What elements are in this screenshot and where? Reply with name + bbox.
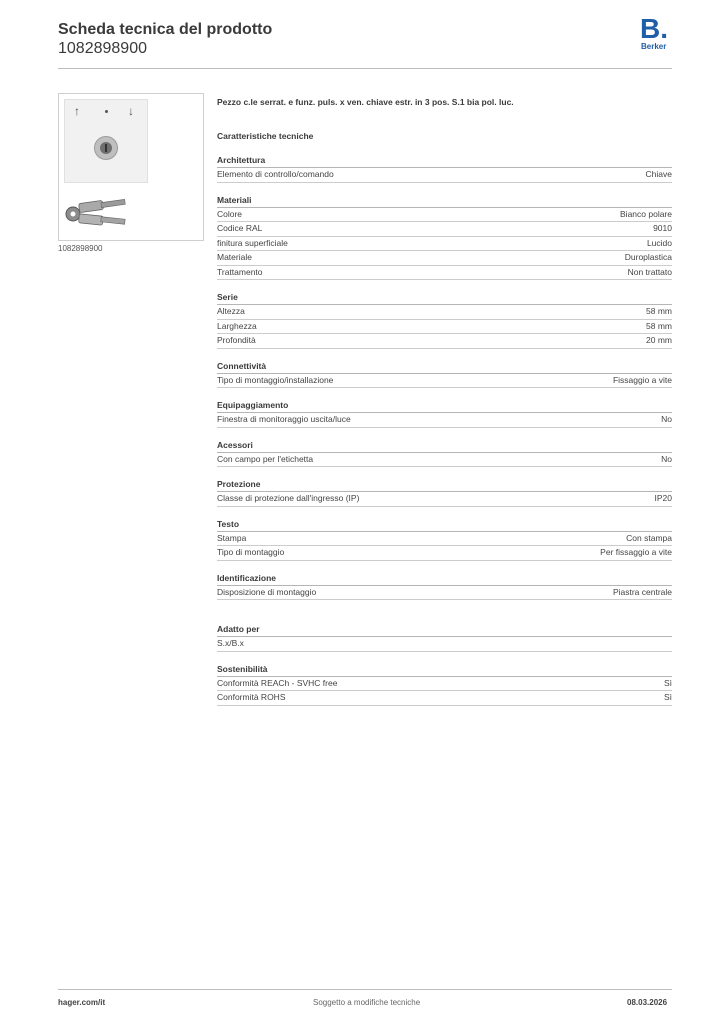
spec-row: [217, 637, 672, 652]
spec-label: Trattamento: [217, 266, 263, 277]
product-code: 1082898900: [58, 40, 147, 57]
logo-brand: Berker: [641, 42, 667, 51]
spec-row: [217, 546, 672, 561]
spec-label: Classe di protezione dall'ingresso (IP): [217, 493, 360, 503]
spec-label: Profondità: [217, 335, 256, 345]
spec-value: 58 mm: [646, 320, 672, 331]
spec-row: [217, 492, 672, 507]
section-title: Sostenibilità: [217, 663, 672, 677]
spec-label: Larghezza: [217, 320, 257, 331]
spec-row: [217, 677, 672, 692]
spec-section: [217, 360, 672, 389]
footer-website: hager.com/it: [58, 998, 106, 1007]
spec-value: 20 mm: [646, 335, 672, 345]
spec-row: [217, 222, 672, 237]
spec-value: Bianco polare: [620, 208, 672, 219]
section-title: Equipaggiamento: [217, 399, 672, 413]
spec-row: [217, 334, 672, 349]
spec-value: Chiave: [645, 169, 672, 179]
spec-row: [217, 208, 672, 223]
spec-value: Lucido: [646, 237, 672, 248]
spec-label: finitura superficiale: [217, 237, 288, 248]
spec-label: Colore: [217, 208, 243, 219]
spec-label: Disposizione di montaggio: [217, 586, 317, 597]
section-title: Identificazione: [217, 572, 672, 586]
spec-row: [217, 266, 672, 281]
header-divider: [58, 68, 672, 69]
spec-section: [217, 399, 672, 428]
spec-label: Elemento di controllo/comando: [217, 169, 334, 179]
section-title: Testo: [217, 518, 672, 532]
spec-label: Stampa: [217, 532, 247, 543]
footer-note: Soggetto a modifiche tecniche: [313, 998, 421, 1007]
spec-row: [217, 237, 672, 252]
spec-value: Per fissaggio a vite: [600, 547, 672, 557]
spec-label: Altezza: [217, 306, 245, 316]
spec-section: [217, 478, 672, 507]
spec-label: Tipo di montaggio/installazione: [217, 374, 334, 385]
section-title: Architettura: [217, 154, 672, 168]
document-title: Scheda tecnica del prodotto: [58, 21, 273, 38]
spec-value: 58 mm: [646, 306, 672, 316]
spec-section: [217, 291, 672, 349]
product-description: Pezzo c.le serrat. e funz. puls. x ven. chiave estr. in 3 pos. S.1 bia pol. luc.: [217, 97, 514, 107]
spec-row: [217, 453, 672, 468]
berker-logo: [640, 13, 674, 54]
logo-mark: B.: [640, 13, 668, 44]
spec-value: Duroplastica: [624, 252, 672, 262]
spec-label: Codice RAL: [217, 223, 263, 233]
spec-label: Tipo di montaggio: [217, 547, 285, 557]
spec-row: [217, 320, 672, 335]
arrow-down-icon: ↓: [128, 104, 134, 118]
spec-section: [217, 439, 672, 468]
spec-label: Materiale: [217, 252, 252, 262]
spec-row: [217, 691, 672, 706]
spec-content: [217, 95, 672, 706]
section-title: Adatto per: [217, 623, 672, 637]
spec-value: IP20: [654, 493, 672, 503]
spec-sections: [217, 154, 672, 706]
spec-section: [217, 663, 672, 706]
spec-label: Conformità ROHS: [217, 692, 286, 702]
spec-row: [217, 413, 672, 428]
keys-icon: [63, 192, 129, 238]
spec-row: [217, 374, 672, 389]
spec-row: [217, 168, 672, 183]
spec-section: [217, 623, 672, 652]
spec-value: No: [661, 414, 672, 424]
spec-label: Conformità REACh - SVHC free: [217, 677, 338, 688]
spec-label: Finestra di monitoraggio uscita/luce: [217, 414, 351, 424]
spec-value: Sì: [663, 677, 672, 688]
spec-section: [217, 572, 672, 601]
lock-cylinder-icon: [94, 136, 118, 160]
spec-row: [217, 586, 672, 601]
features-title: Caratteristiche tecniche: [217, 131, 314, 141]
spec-label: Con campo per l'etichetta: [217, 453, 314, 464]
arrow-up-icon: ↑: [74, 104, 80, 118]
switch-plate-icon: [64, 99, 148, 183]
spec-row: [217, 305, 672, 320]
footer-date: 08.03.2026: [627, 998, 668, 1007]
spec-section: [217, 518, 672, 561]
section-title: Connettività: [217, 360, 672, 374]
section-title: Materiali: [217, 194, 672, 208]
spec-row: [217, 532, 672, 547]
document-header: [58, 20, 272, 58]
spec-row: [217, 251, 672, 266]
image-caption: 1082898900: [58, 244, 103, 253]
center-dot-icon: [105, 110, 108, 113]
section-title: Protezione: [217, 478, 672, 492]
spec-value: No: [661, 453, 672, 464]
spec-value: Con stampa: [626, 532, 672, 543]
section-title: Serie: [217, 291, 672, 305]
spec-value: 9010: [653, 223, 672, 233]
spec-label: S.x/B.x: [217, 638, 244, 648]
product-image: [58, 93, 204, 241]
spec-value: Non trattato: [627, 266, 672, 277]
footer-divider: [58, 989, 672, 990]
spec-value: Piastra centrale: [612, 586, 672, 597]
spec-section: [217, 194, 672, 281]
spec-section: [217, 154, 672, 183]
spec-value: Fissaggio a vite: [612, 374, 672, 385]
section-title: Acessori: [217, 439, 672, 453]
spec-value: Sì: [663, 692, 672, 702]
